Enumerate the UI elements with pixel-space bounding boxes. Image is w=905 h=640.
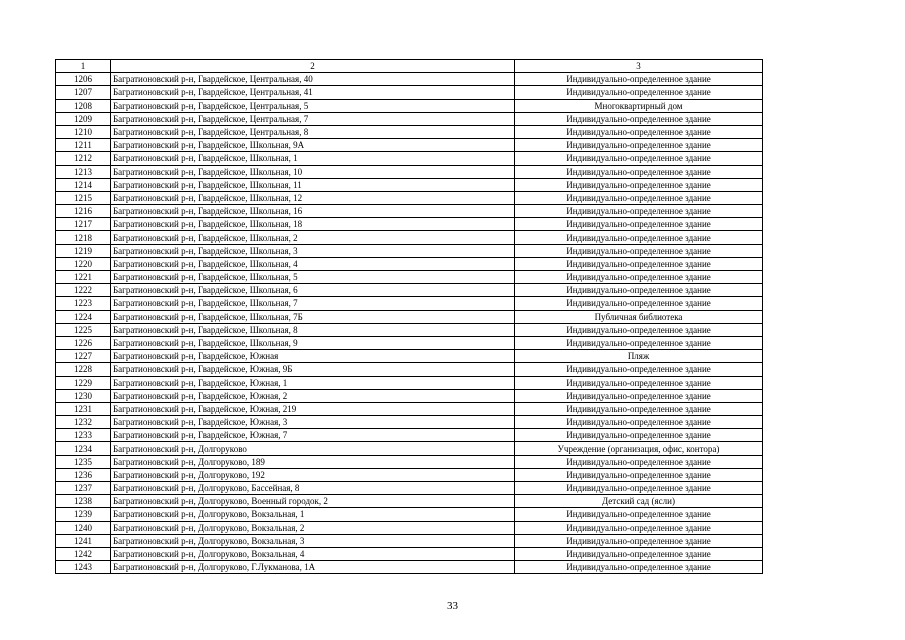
address-cell: Багратионовский р-н, Гвардейское, Центральная, 5 (111, 99, 515, 112)
row-number-cell: 1206 (56, 73, 111, 86)
table-row (56, 350, 763, 363)
table-row (56, 495, 763, 508)
row-number-cell: 1214 (56, 178, 111, 191)
table-row (56, 442, 763, 455)
table-row (56, 389, 763, 402)
row-number-cell: 1242 (56, 547, 111, 560)
object-type-cell: Индивидуально-определенное здание (515, 73, 763, 86)
row-number-cell: 1240 (56, 521, 111, 534)
table-row (56, 165, 763, 178)
table-row (56, 534, 763, 547)
object-type-cell: Индивидуально-определенное здание (515, 363, 763, 376)
row-number-cell: 1208 (56, 99, 111, 112)
address-cell: Багратионовский р-н, Гвардейское, Центральная, 41 (111, 86, 515, 99)
row-number-cell: 1241 (56, 534, 111, 547)
address-cell: Багратионовский р-н, Гвардейское, Школьная, 11 (111, 178, 515, 191)
address-cell: Багратионовский р-н, Гвардейское, Южная, 2 (111, 389, 515, 402)
address-cell: Багратионовский р-н, Гвардейское, Центральная, 40 (111, 73, 515, 86)
address-cell: Багратионовский р-н, Гвардейское, Школьная, 1 (111, 152, 515, 165)
address-cell: Багратионовский р-н, Гвардейское, Южная, 219 (111, 402, 515, 415)
object-type-cell: Индивидуально-определенное здание (515, 547, 763, 560)
table-row (56, 218, 763, 231)
object-type-cell: Индивидуально-определенное здание (515, 468, 763, 481)
object-type-cell: Индивидуально-определенное здание (515, 218, 763, 231)
table-row (56, 244, 763, 257)
address-cell: Багратионовский р-н, Гвардейское, Центральная, 8 (111, 125, 515, 138)
object-type-cell: Индивидуально-определенное здание (515, 323, 763, 336)
row-number-cell: 1212 (56, 152, 111, 165)
address-cell: Багратионовский р-н, Долгоруково, 192 (111, 468, 515, 481)
row-number-cell: 1232 (56, 416, 111, 429)
address-cell: Багратионовский р-н, Гвардейское, Школьная, 4 (111, 257, 515, 270)
column-header-number: 1 (56, 60, 111, 73)
object-type-cell: Индивидуально-определенное здание (515, 534, 763, 547)
table-row (56, 125, 763, 138)
object-type-cell: Индивидуально-определенное здание (515, 429, 763, 442)
address-cell: Багратионовский р-н, Гвардейское, Южная (111, 350, 515, 363)
table-row (56, 178, 763, 191)
object-type-cell: Индивидуально-определенное здание (515, 125, 763, 138)
address-cell: Багратионовский р-н, Долгоруково, 189 (111, 455, 515, 468)
object-type-cell: Индивидуально-определенное здание (515, 152, 763, 165)
row-number-cell: 1210 (56, 125, 111, 138)
address-cell: Багратионовский р-н, Гвардейское, Южная, 1 (111, 376, 515, 389)
row-number-cell: 1215 (56, 191, 111, 204)
row-number-cell: 1236 (56, 468, 111, 481)
object-type-cell: Индивидуально-определенное здание (515, 257, 763, 270)
address-cell: Багратионовский р-н, Долгоруково, Бассейная, 8 (111, 482, 515, 495)
address-cell: Багратионовский р-н, Гвардейское, Школьная, 16 (111, 205, 515, 218)
table-row (56, 73, 763, 86)
row-number-cell: 1228 (56, 363, 111, 376)
object-type-cell: Индивидуально-определенное здание (515, 376, 763, 389)
table-row (56, 547, 763, 560)
table-row (56, 86, 763, 99)
row-number-cell: 1221 (56, 271, 111, 284)
table-row (56, 205, 763, 218)
table-row (56, 482, 763, 495)
column-header-address: 2 (111, 60, 515, 73)
table-row (56, 561, 763, 574)
table-row (56, 429, 763, 442)
row-number-cell: 1222 (56, 284, 111, 297)
column-header-type: 3 (515, 60, 763, 73)
row-number-cell: 1219 (56, 244, 111, 257)
row-number-cell: 1238 (56, 495, 111, 508)
table-row (56, 323, 763, 336)
row-number-cell: 1224 (56, 310, 111, 323)
row-number-cell: 1239 (56, 508, 111, 521)
table-row (56, 363, 763, 376)
address-cell: Багратионовский р-н, Гвардейское, Южная, 9Б (111, 363, 515, 376)
row-number-cell: 1229 (56, 376, 111, 389)
object-type-cell: Индивидуально-определенное здание (515, 521, 763, 534)
address-cell: Багратионовский р-н, Гвардейское, Школьная, 7Б (111, 310, 515, 323)
object-type-cell: Индивидуально-определенное здание (515, 271, 763, 284)
object-type-cell: Индивидуально-определенное здание (515, 389, 763, 402)
row-number-cell: 1237 (56, 482, 111, 495)
object-type-cell: Индивидуально-определенное здание (515, 205, 763, 218)
object-type-cell: Публичная библиотека (515, 310, 763, 323)
row-number-cell: 1220 (56, 257, 111, 270)
page-number: 33 (447, 600, 458, 612)
table-row (56, 152, 763, 165)
row-number-cell: 1235 (56, 455, 111, 468)
table-row (56, 271, 763, 284)
row-number-cell: 1213 (56, 165, 111, 178)
object-type-cell: Учреждение (организация, офис, контора) (515, 442, 763, 455)
object-type-cell: Пляж (515, 350, 763, 363)
address-cell: Багратионовский р-н, Гвардейское, Школьная, 12 (111, 191, 515, 204)
table-row (56, 112, 763, 125)
object-type-cell: Многоквартирный дом (515, 99, 763, 112)
address-cell: Багратионовский р-н, Гвардейское, Школьная, 2 (111, 231, 515, 244)
row-number-cell: 1226 (56, 336, 111, 349)
address-cell: Багратионовский р-н, Долгоруково, Военный городок, 2 (111, 495, 515, 508)
table-row (56, 231, 763, 244)
object-type-cell: Индивидуально-определенное здание (515, 191, 763, 204)
table-row (56, 376, 763, 389)
row-number-cell: 1234 (56, 442, 111, 455)
row-number-cell: 1209 (56, 112, 111, 125)
table-row (56, 297, 763, 310)
address-cell: Багратионовский р-н, Гвардейское, Школьная, 3 (111, 244, 515, 257)
table-row (56, 402, 763, 415)
object-type-cell: Индивидуально-определенное здание (515, 284, 763, 297)
table-row (56, 310, 763, 323)
address-cell: Багратионовский р-н, Гвардейское, Школьная, 7 (111, 297, 515, 310)
object-type-cell: Индивидуально-определенное здание (515, 165, 763, 178)
address-cell: Багратионовский р-н, Долгоруково, Г.Лукманова, 1А (111, 561, 515, 574)
row-number-cell: 1227 (56, 350, 111, 363)
table-row (56, 468, 763, 481)
object-type-cell: Детский сад (ясли) (515, 495, 763, 508)
table-row (56, 257, 763, 270)
table-row (56, 455, 763, 468)
object-type-cell: Индивидуально-определенное здание (515, 112, 763, 125)
row-number-cell: 1233 (56, 429, 111, 442)
address-cell: Багратионовский р-н, Долгоруково, Вокзальная, 1 (111, 508, 515, 521)
address-cell: Багратионовский р-н, Гвардейское, Южная, 3 (111, 416, 515, 429)
header-row (56, 60, 763, 73)
object-type-cell: Индивидуально-определенное здание (515, 416, 763, 429)
row-number-cell: 1218 (56, 231, 111, 244)
address-cell: Багратионовский р-н, Гвардейское, Школьная, 10 (111, 165, 515, 178)
table-row (56, 99, 763, 112)
row-number-cell: 1231 (56, 402, 111, 415)
object-type-cell: Индивидуально-определенное здание (515, 402, 763, 415)
object-type-cell: Индивидуально-определенное здание (515, 455, 763, 468)
row-number-cell: 1211 (56, 139, 111, 152)
object-type-cell: Индивидуально-определенное здание (515, 508, 763, 521)
object-type-cell: Индивидуально-определенное здание (515, 482, 763, 495)
address-cell: Багратионовский р-н, Гвардейское, Школьная, 9А (111, 139, 515, 152)
address-cell: Багратионовский р-н, Гвардейское, Школьная, 8 (111, 323, 515, 336)
address-cell: Багратионовский р-н, Долгоруково, Вокзальная, 3 (111, 534, 515, 547)
row-number-cell: 1216 (56, 205, 111, 218)
address-register-table (55, 59, 763, 574)
table-row (56, 139, 763, 152)
object-type-cell: Индивидуально-определенное здание (515, 178, 763, 191)
address-cell: Багратионовский р-н, Гвардейское, Школьная, 6 (111, 284, 515, 297)
object-type-cell: Индивидуально-определенное здание (515, 231, 763, 244)
object-type-cell: Индивидуально-определенное здание (515, 336, 763, 349)
object-type-cell: Индивидуально-определенное здание (515, 297, 763, 310)
address-cell: Багратионовский р-н, Долгоруково, Вокзальная, 4 (111, 547, 515, 560)
object-type-cell: Индивидуально-определенное здание (515, 244, 763, 257)
table-row (56, 284, 763, 297)
address-cell: Багратионовский р-н, Долгоруково, Вокзальная, 2 (111, 521, 515, 534)
table-row (56, 336, 763, 349)
address-cell: Багратионовский р-н, Гвардейское, Школьная, 18 (111, 218, 515, 231)
address-cell: Багратионовский р-н, Гвардейское, Школьная, 5 (111, 271, 515, 284)
table-body (56, 73, 763, 574)
object-type-cell: Индивидуально-определенное здание (515, 139, 763, 152)
table-row (56, 416, 763, 429)
address-cell: Багратионовский р-н, Гвардейское, Школьная, 9 (111, 336, 515, 349)
row-number-cell: 1207 (56, 86, 111, 99)
object-type-cell: Индивидуально-определенное здание (515, 561, 763, 574)
address-cell: Багратионовский р-н, Гвардейское, Южная, 7 (111, 429, 515, 442)
row-number-cell: 1243 (56, 561, 111, 574)
address-cell: Багратионовский р-н, Долгоруково (111, 442, 515, 455)
table-row (56, 508, 763, 521)
table-row (56, 521, 763, 534)
row-number-cell: 1230 (56, 389, 111, 402)
address-cell: Багратионовский р-н, Гвардейское, Центральная, 7 (111, 112, 515, 125)
row-number-cell: 1225 (56, 323, 111, 336)
row-number-cell: 1217 (56, 218, 111, 231)
table-header (56, 60, 763, 73)
table-row (56, 191, 763, 204)
object-type-cell: Индивидуально-определенное здание (515, 86, 763, 99)
row-number-cell: 1223 (56, 297, 111, 310)
